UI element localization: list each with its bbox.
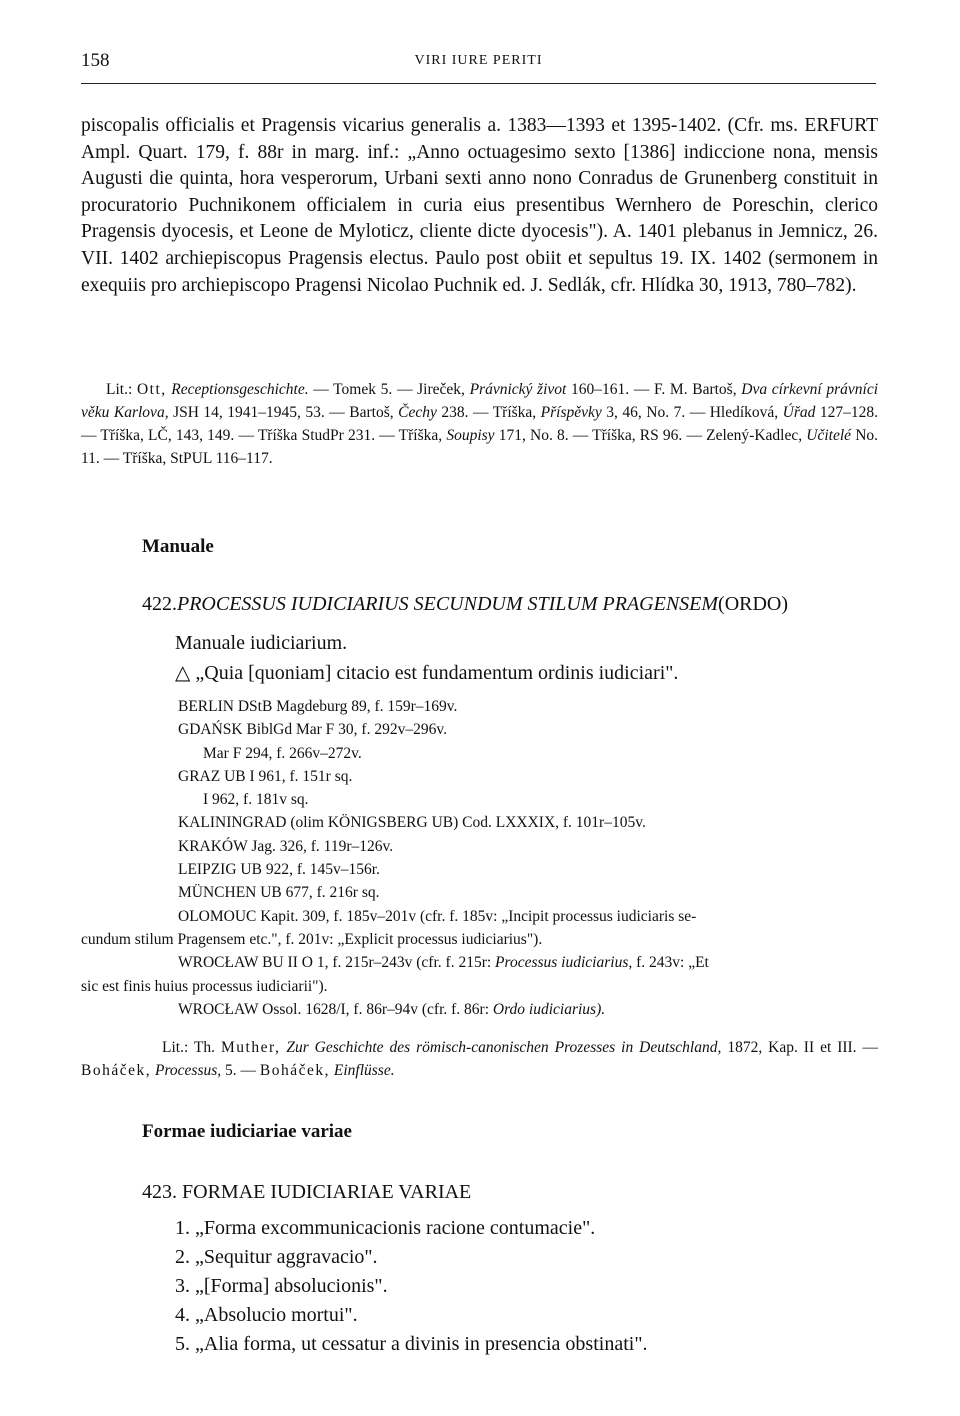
manuscript-item: GRAZ UB I 961, f. 151r sq. bbox=[178, 767, 353, 785]
manuscript-item-wroclaw-ossol: WROCŁAW Ossol. 1628/I, f. 86r–94v (cfr. f. 86r: Ordo iudiciarius). bbox=[178, 1000, 606, 1018]
entry-422-subtitle: Manuale iudiciarium. bbox=[175, 632, 348, 654]
manuscript-item-wroclaw-bu-cont: sic est finis huius processus iudiciarii"). bbox=[81, 977, 328, 995]
triangle-icon: △ bbox=[175, 662, 191, 684]
manuscript-item: KALININGRAD (olim KÖNIGSBERG UB) Cod. LXXXIX, f. 101r–105v. bbox=[178, 814, 646, 832]
manuscript-item: KRAKÓW Jag. 326, f. 119r–126v. bbox=[178, 837, 394, 855]
page-number: 158 bbox=[81, 50, 110, 71]
literature-block: Lit.: Ott, Receptionsgeschichte. — Tomek 5. — Jireček, Právnický život 160–161. — F. M. Bartoš, Dva církevní právníci věku Karlova, JSH 14, 1941–1945, 53. — Bartoš, Čechy 238. — Tříška, Příspěvky 3, 46, No. 7. — Hledíková, Úřad 127–128. — Tříška, LČ, 143, 149. — Tříška StudPr 231. — Tříška, Soupisy 171, No. 8. — Tříška, RS 96. — Zelený-Kadlec, Učitelé No. 11. — Tříška, StPUL 116–117. bbox=[81, 381, 879, 467]
list-item: 3. „[Forma] absolucionis". bbox=[175, 1275, 388, 1297]
manuscript-list bbox=[81, 695, 878, 1021]
lit-label: Lit.: bbox=[106, 381, 133, 398]
list-item: 4. „Absolucio mortui". bbox=[175, 1304, 358, 1326]
manuscript-item: I 962, f. 181v sq. bbox=[203, 791, 309, 809]
manuscript-item: BERLIN DStB Magdeburg 89, f. 159r–169v. bbox=[178, 698, 458, 715]
manuscript-item: MÜNCHEN UB 677, f. 216r sq. bbox=[178, 884, 380, 902]
list-item: 2. „Sequitur aggravacio". bbox=[175, 1246, 378, 1268]
forms-list bbox=[175, 1214, 647, 1359]
page-header bbox=[81, 50, 876, 80]
list-item: 1. „Forma excommunicacionis racione contumacie". bbox=[175, 1217, 596, 1239]
manuscript-item-olomouc: OLOMOUC Kapit. 309, f. 185v–201v (cfr. f. 185v: „Incipit processus iudiciaris se- bbox=[178, 907, 697, 925]
manuscript-item-wroclaw-bu: WROCŁAW BU II O 1, f. 215r–243v (cfr. f. 215r: Processus iudiciarius, f. 243v: „Et bbox=[178, 954, 709, 972]
manuscript-item: LEIPZIG UB 922, f. 145v–156r. bbox=[178, 861, 380, 879]
manuscript-item-olomouc-cont: cundum stilum Pragensem etc.", f. 201v: „Explicit processus iudiciarius"). bbox=[81, 930, 543, 948]
section-heading-manuale: Manuale bbox=[142, 536, 214, 557]
section-heading-formae: Formae iudiciariae variae bbox=[142, 1121, 352, 1142]
header-rule bbox=[81, 83, 876, 84]
running-title: VIRI IURE PERITI bbox=[414, 53, 543, 68]
manuscript-item: Mar F 294, f. 266v–272v. bbox=[203, 744, 362, 762]
entry-422-title: 422.PROCESSUS IUDICIARIUS SECUNDUM STILUM PRAGENSEM(ORDO) bbox=[142, 593, 789, 615]
manuscript-item: GDAŃSK BiblGd Mar F 30, f. 292v–296v. bbox=[178, 721, 447, 739]
entry-422-incipit: △ „Quia [quoniam] citacio est fundamentum ordinis iudiciari". bbox=[175, 662, 679, 684]
list-item: 5. „Alia forma, ut cessatur a divinis in presencia obstinati". bbox=[175, 1333, 648, 1355]
biography-paragraph: piscopalis officialis et Pragensis vicarius generalis a. 1383—1393 et 1395-1402. (Cfr. ms. ERFURT Ampl. Quart. 179, f. 88r in marg. inf.: „Anno octuagesimo sexto [1386] indiccione nona, mensis Augusti die quinta, hora vesperorum, Urbani sexti anno nono Conradus de Grunenberg constituit in procuratorio Puchnikonem officialem in curia eius presentibus Wernhero de Poreschin, clerico Pragensis dyocesis, et Leone de Myloticz, cliente dicte dyocesis"). A. 1401 plebanus in Jemnicz, 26. VII. 1402 archiepiscopus Pragensis electus. Paulo post obiit et sepultus 19. IX. 1402 (sermonem in exequiis pro archiepiscopo Pragensi Nicolao Puchnik ed. J. Sedlák, cfr. Hlídka 30, 1913, 780–782). bbox=[81, 115, 878, 296]
entry-423-title: 423. FORMAE IUDICIARIAE VARIAE bbox=[142, 1181, 472, 1203]
literature-block-422: Lit.: Th. Muther, Zur Geschichte des römisch-canonischen Prozesses in Deutschland, 1872, Kap. II et III. — Boháček, Processus, 5. — Boháček, Einflüsse. bbox=[81, 1039, 879, 1079]
